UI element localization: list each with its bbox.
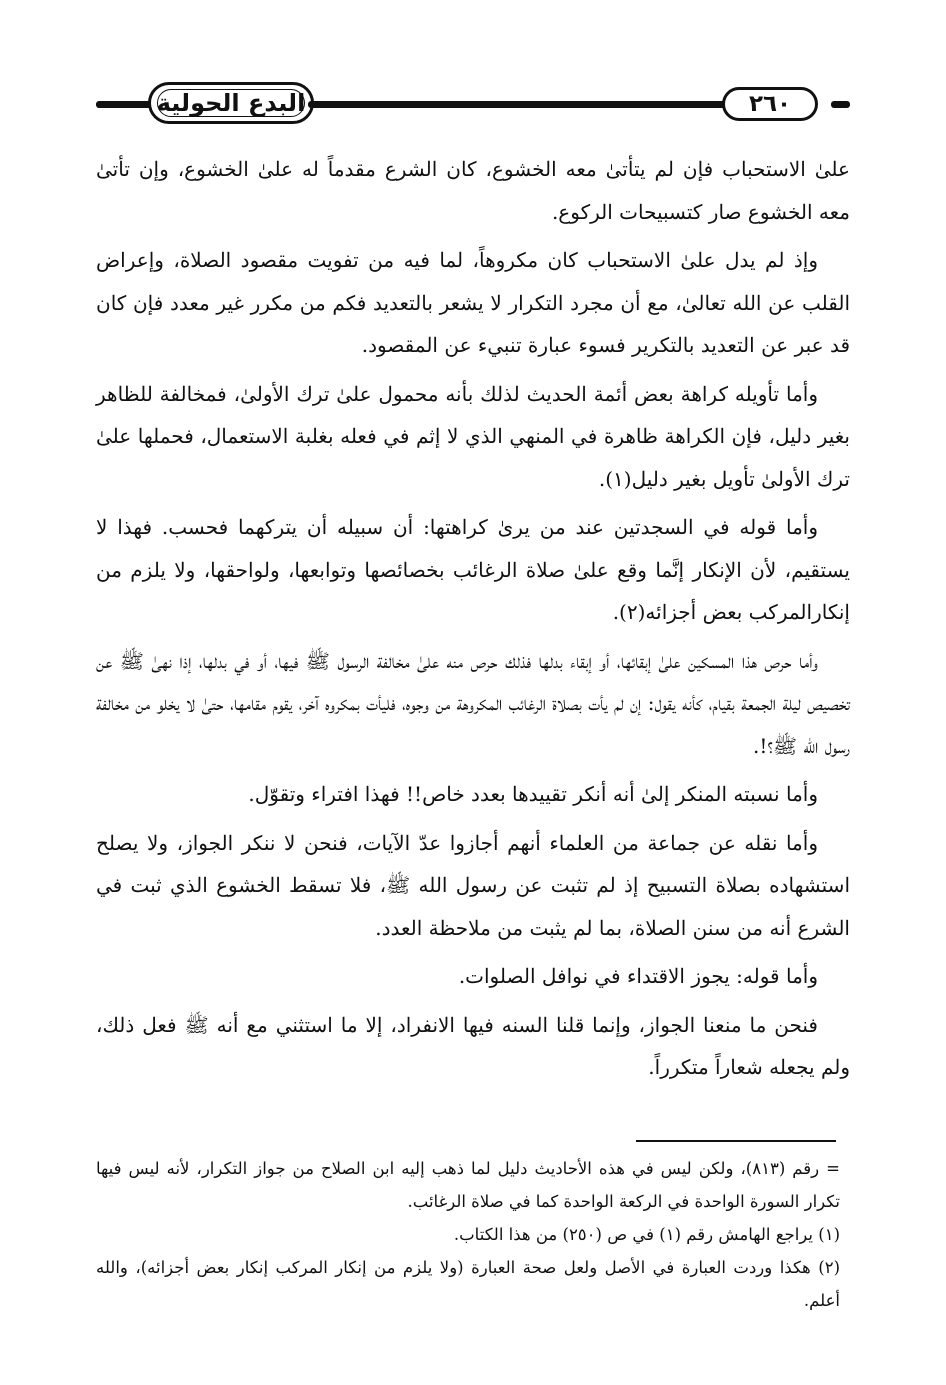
paragraph: علىٰ الاستحباب فإن لم يتأتىٰ معه الخشوع، كان الشرع مقدماً له علىٰ الخشوع، وإن تأتىٰ معه الخشوع صار كتسبيحات الركوع. <box>96 157 850 224</box>
footnotes <box>96 1152 840 1317</box>
paragraph: وأما نسبته المنكر إلىٰ أنه أنكر تقييدها بعدد خاص!! فهذا افتراء وتقوّل. <box>248 782 818 806</box>
footnote: (١) يراجع الهامش رقم (١) في ص (٢٥٠) من هذا الكتاب. <box>453 1225 840 1244</box>
paragraph: وأما حرص هذا المسكين علىٰ إبقائها، أو إبقاء بدلها فذلك حرص منه علىٰ مخالفة الرسول ﷺ فيها، أو في بدلها، إذا نهىٰ ﷺ عن تخصيص ليلة الجمعة بقيام، كأنه يقول: إن لم يأت بصلاة الرغائب المكروهة من وجوه، فليأت بمكروه آخر، يقوم مقامها، حتىٰ لا يخلو من مخالفة رسول الله ﷺ؟!. <box>96 648 850 758</box>
paragraph: وإذ لم يدل علىٰ الاستحباب كان مكروهاً، لما فيه من تفويت مقصود الصلاة، وإعراض القلب عن الله تعالىٰ، مع أن مجرد التكرار لا يشعر بالتعديد فكم من مكرر غير معدد فإن كان قد عبر عن التعديد بالتكرير فسوء عبارة تنبيء عن المقصود. <box>96 248 850 357</box>
header-rule-right <box>831 101 850 108</box>
paragraph: وأما نقله عن جماعة من العلماء أنهم أجازوا عدّ الآيات، فنحن لا ننكر الجواز، ولا يصلح استشهاده بصلاة التسبيح إذ لم تثبت عن رسول الله ﷺ، فلا تسقط الخشوع الذي ثبت في الشرع أنه من سنن الصلاة، بما لم يثبت من ملاحظة العدد. <box>96 830 850 940</box>
header-rule-left <box>96 101 156 108</box>
running-title: البدع الحولية <box>156 89 306 117</box>
page-number: ٢٦٠ <box>748 91 792 117</box>
title-cartouche <box>148 82 314 124</box>
paragraph: فنحن ما منعنا الجواز، وإنما قلنا السنه فيها الانفراد، إلا ما استثني مع أنه ﷺ فعل ذلك، ولم يجعله شعاراً متكرراً. <box>96 1012 850 1079</box>
paragraph: وأما قوله: يجوز الاقتداء في نوافل الصلوات. <box>458 964 818 988</box>
footnote: (٢) هكذا وردت العبارة في الأصل ولعل صحة العبارة (ولا يلزم من إنكار المركب إنكار بعض أجزائه)، والله أعلم. <box>96 1258 840 1310</box>
paragraph: وأما تأويله كراهة بعض أئمة الحديث لذلك بأنه محمول علىٰ ترك الأولىٰ، فمخالفة للظاهر بغير دليل، فإن الكراهة ظاهرة في المنهي الذي لا إثم في فعله بغلبة الاستعمال، فحملها علىٰ ترك الأولىٰ تأويل بغير دليل(١). <box>96 381 850 491</box>
footnote-continuation: = رقم (٨١٣)، ولكن ليس في هذه الأحاديث دليل لما ذهب إليه ابن الصلاح من جواز التكرار، لأنه ليس فيها تكرار السورة الواحدة في الركعة الواحدة كما في صلاة الرغائب. <box>96 1159 840 1211</box>
main-text <box>96 148 850 1095</box>
page-number-box <box>722 87 818 121</box>
paragraph: وأما قوله في السجدتين عند من يرىٰ كراهتها: أن سبيله أن يتركهما فحسب. فهذا لا يستقيم، لأن الإنكار إنَّما وقع علىٰ صلاة الرغائب بخصائصها وتوابعها، ولواحقها، ولا يلزم من إنكارالمركب بعض أجزائه(٢). <box>96 515 850 624</box>
page-header <box>96 78 850 128</box>
footnote-separator <box>636 1140 836 1142</box>
